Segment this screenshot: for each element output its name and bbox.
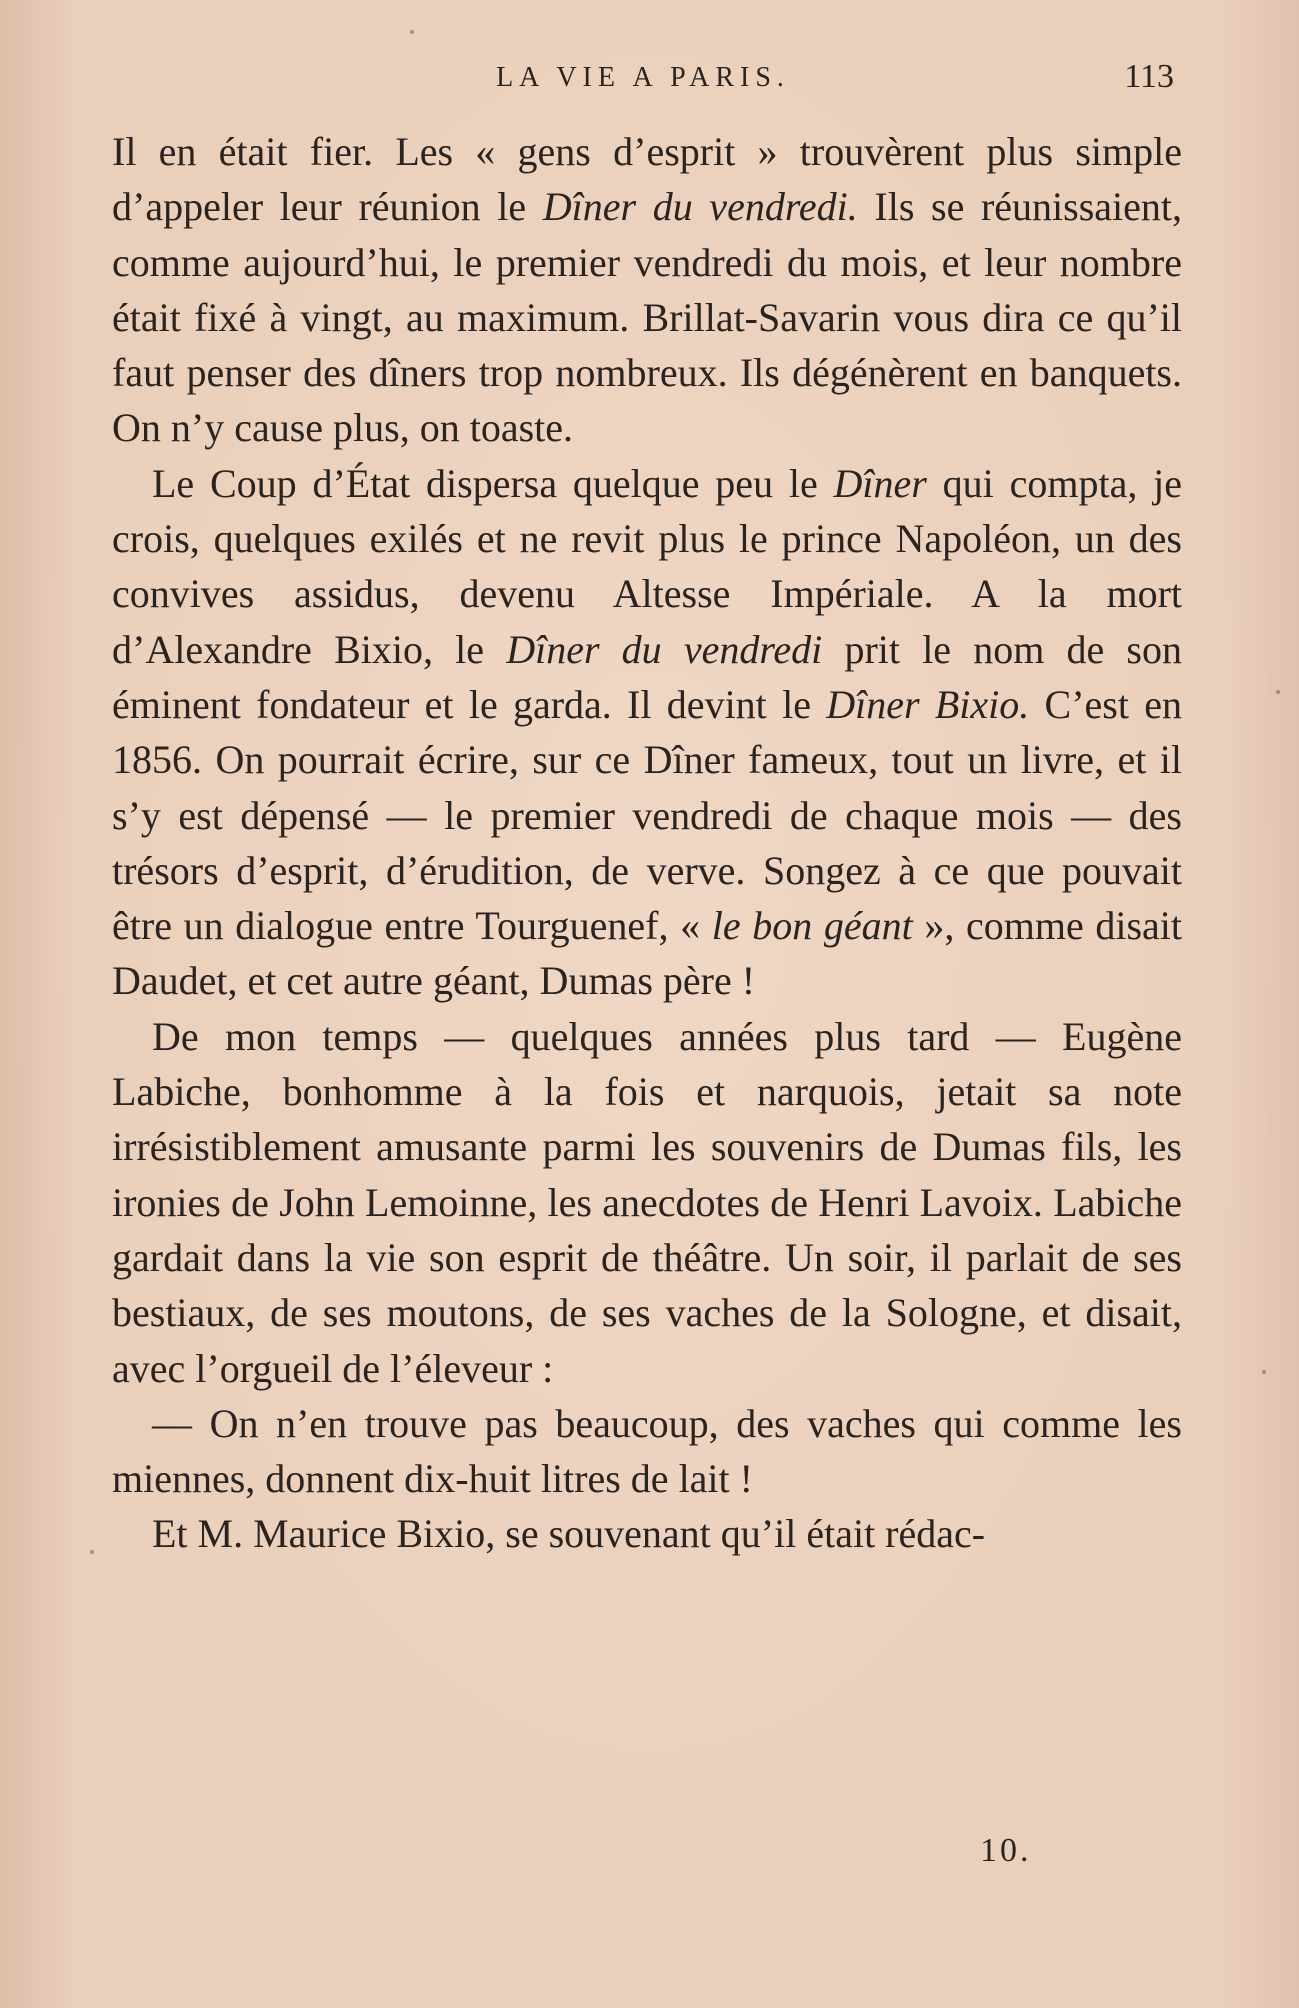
italic-text: Dîner <box>833 460 927 506</box>
text-run: Et M. Maurice Bixio, se souvenant qu’il était rédac- <box>152 1511 986 1557</box>
paper-speck <box>1262 1370 1266 1374</box>
paper-speck <box>410 30 414 34</box>
page-number: 113 <box>1124 58 1174 95</box>
signature-mark: 10. <box>980 1832 1032 1869</box>
text-run: Il en était fier. Les « gens d’esprit » trouvèrent plus simple d’appeler leur réunion le <box>112 129 1182 230</box>
paragraph <box>112 456 1182 1009</box>
running-head <box>112 58 1174 108</box>
italic-text: Dîner du vendredi. <box>542 184 858 230</box>
text-run: De mon temps — quelques années plus tard — Eugène Labiche, bonhomme à la fois et narquois, jetait sa note irrésistiblement amusante parmi les souvenirs de Dumas fils, les ironies de John Lemoinne, les anecdotes de Henri Lavoix. Labiche gardait dans la vie son esprit de théâtre. Un soir, il parlait de ses bestiaux, de ses moutons, de ses vaches de la Sologne, et disait, avec l’orgueil de l’éleveur : <box>112 1013 1182 1391</box>
text-run: Le Coup d’État dispersa quelque peu le <box>152 460 834 506</box>
paragraph <box>112 1396 1182 1507</box>
paragraph <box>112 124 1182 456</box>
italic-text: le bon géant <box>711 903 913 949</box>
text-run: », comme disait Daudet, et cet autre géant, Dumas père ! <box>112 903 1183 1004</box>
paragraph <box>112 1506 1182 1561</box>
text-run: qui compta, je crois, quelques exilés et ne revit plus le prince Napoléon, un des convives assidus, devenu Altesse Impériale. A la mort d’Alexandre Bixio, le <box>112 460 1182 672</box>
running-title: LA VIE A PARIS. <box>496 62 790 93</box>
italic-text: Dîner Bixio. <box>826 681 1030 727</box>
paper-speck <box>1276 690 1280 694</box>
body-text <box>112 124 1182 1562</box>
italic-text: Dîner du vendredi <box>506 626 823 672</box>
text-run: — On n’en trouve pas beaucoup, des vaches qui comme les miennes, donnent dix-huit litres de lait ! <box>112 1400 1182 1502</box>
text-run: C’est en 1856. On pourrait écrire, sur ce Dîner fameux, tout un livre, et il s’y est dépensé — le premier vendredi de chaque mois — des trésors d’esprit, d’érudition, de verve. Songez à ce que pouvait être un dialogue entre Tourguenef, « <box>112 681 1183 949</box>
text-run: Ils se réunissaient, comme aujourd’hui, le premier vendredi du mois, et leur nombre était fixé à vingt, au maximum. Brillat-Savarin vous dira ce qu’il faut penser des dîners trop nombreux. Ils dégénèrent en banquets. On n’y cause plus, on toaste. <box>112 184 1183 451</box>
paper-speck <box>90 1550 94 1554</box>
paragraph <box>112 1009 1182 1396</box>
text-run: prit le nom de son éminent fondateur et le garda. Il devint le <box>112 626 1182 727</box>
